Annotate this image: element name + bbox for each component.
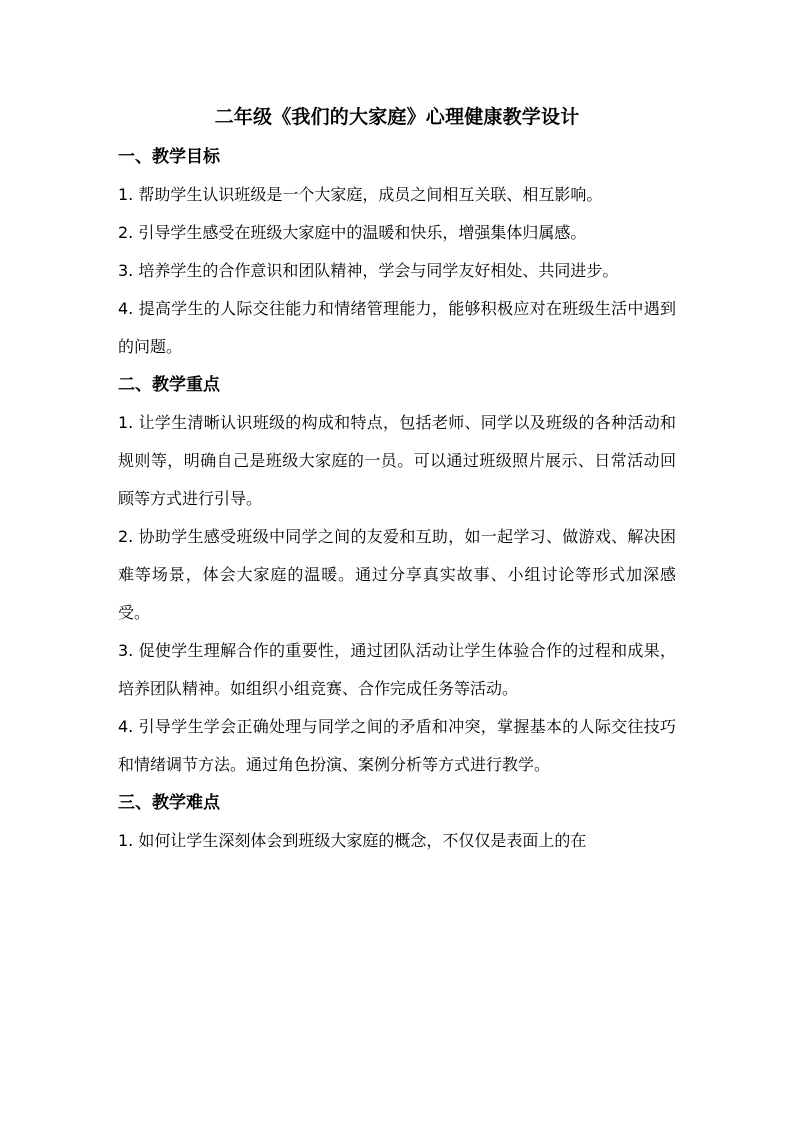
section-teaching-goals bbox=[118, 138, 676, 366]
section-heading: 二、教学重点 bbox=[118, 375, 220, 395]
document-page bbox=[118, 100, 676, 860]
paragraph: 3. 促使学生理解合作的重要性，通过团队活动让学生体验合作的过程和成果，培养团队精神。如组织小组竞赛、合作完成任务等活动。 bbox=[118, 641, 676, 698]
document-title: 二年级《我们的大家庭》心理健康教学设计 bbox=[214, 106, 580, 128]
section-teaching-key-points bbox=[118, 366, 676, 784]
paragraph: 1. 让学生清晰认识班级的构成和特点，包括老师、同学以及班级的各种活动和规则等，明确自己是班级大家庭的一员。可以通过班级照片展示、日常活动回顾等方式进行引导。 bbox=[118, 413, 676, 508]
section-teaching-difficulties bbox=[118, 784, 676, 860]
paragraph: 4. 引导学生学会正确处理与同学之间的矛盾和冲突，掌握基本的人际交往技巧和情绪调节方法。通过角色扮演、案例分析等方式进行教学。 bbox=[118, 717, 676, 774]
paragraph: 4. 提高学生的人际交往能力和情绪管理能力，能够积极应对在班级生活中遇到的问题。 bbox=[118, 299, 676, 356]
section-heading: 三、教学难点 bbox=[118, 793, 220, 813]
paragraph: 1. 如何让学生深刻体会到班级大家庭的概念，不仅仅是表面上的在 bbox=[118, 831, 587, 850]
paragraph: 1. 帮助学生认识班级是一个大家庭，成员之间相互关联、相互影响。 bbox=[118, 185, 603, 204]
paragraph: 2. 协助学生感受班级中同学之间的友爱和互助，如一起学习、做游戏、解决困难等场景，体会大家庭的温暖。通过分享真实故事、小组讨论等形式加深感受。 bbox=[118, 527, 676, 622]
section-heading: 一、教学目标 bbox=[118, 147, 220, 167]
paragraph: 2. 引导学生感受在班级大家庭中的温暖和快乐，增强集体归属感。 bbox=[118, 223, 587, 242]
paragraph: 3. 培养学生的合作意识和团队精神，学会与同学友好相处、共同进步。 bbox=[118, 261, 619, 280]
